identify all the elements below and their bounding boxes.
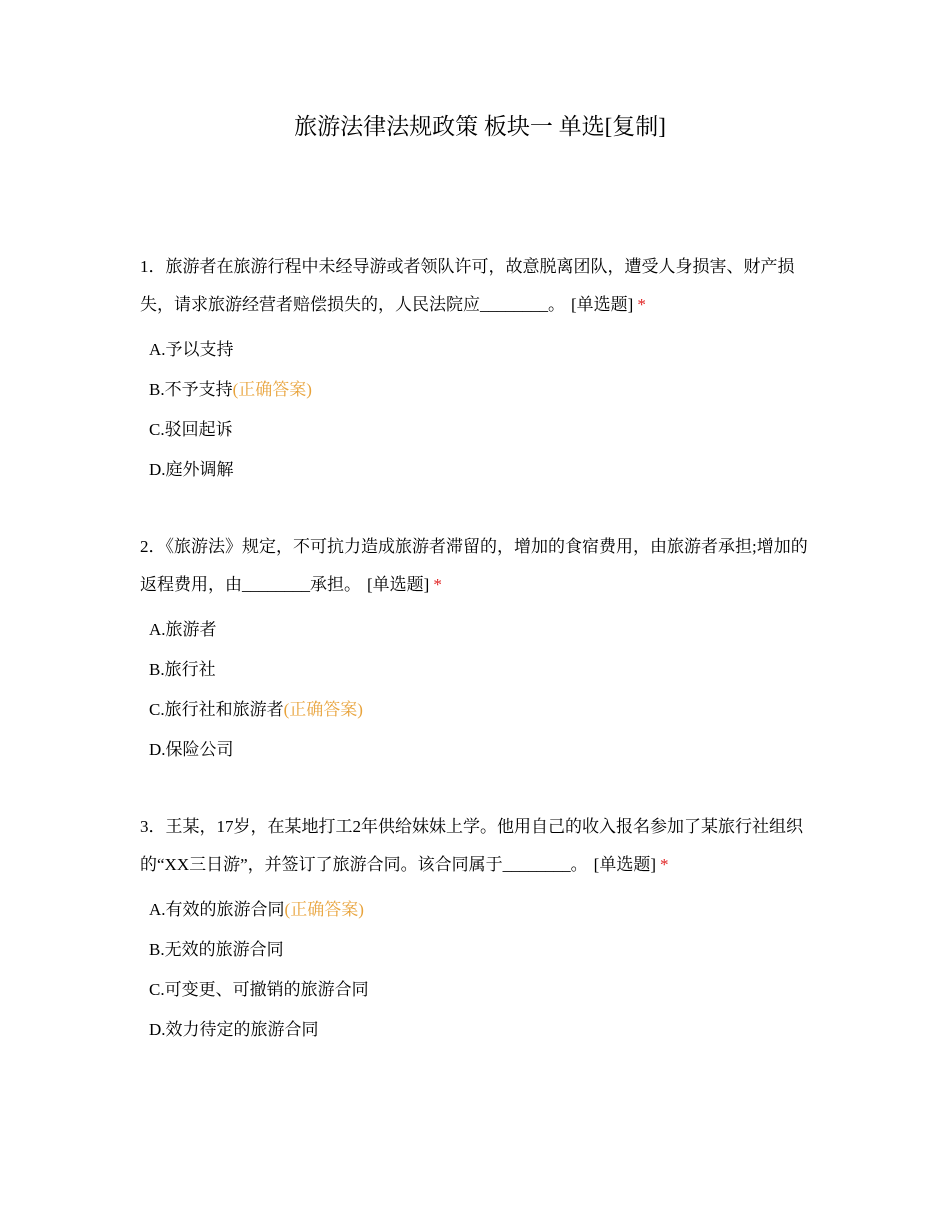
option-d[interactable] xyxy=(140,450,808,490)
option-label: B.旅行社 xyxy=(149,660,216,679)
option-list xyxy=(140,610,808,770)
question-text xyxy=(140,528,808,604)
option-list xyxy=(140,330,808,490)
correct-answer-tag: (正确答案) xyxy=(283,700,363,719)
option-label: D.效力待定的旅游合同 xyxy=(149,1020,319,1039)
option-d[interactable] xyxy=(140,1010,808,1050)
question-stem: 王某，17岁，在某地打工2年供给妹妹上学。他用自己的收入报名参加了某旅行社组织的“XX三日游”，并签订了旅游合同。该合同属于________。 xyxy=(140,817,803,874)
option-d[interactable] xyxy=(140,730,808,770)
option-b[interactable] xyxy=(140,650,808,690)
option-b[interactable] xyxy=(140,370,808,410)
question-type-tag: [单选题] xyxy=(593,855,656,874)
option-label: D.保险公司 xyxy=(149,740,234,759)
option-c[interactable] xyxy=(140,690,808,730)
option-label: D.庭外调解 xyxy=(149,460,234,479)
question-3 xyxy=(140,808,808,1050)
option-a[interactable] xyxy=(140,330,808,370)
option-a[interactable] xyxy=(140,890,808,930)
correct-answer-tag: (正确答案) xyxy=(284,900,364,919)
question-number: 3． xyxy=(140,817,166,836)
correct-answer-tag: (正确答案) xyxy=(232,380,312,399)
option-c[interactable] xyxy=(140,410,808,450)
question-text xyxy=(140,808,808,884)
option-label: B.无效的旅游合同 xyxy=(149,940,284,959)
option-label: B.不予支持 xyxy=(149,380,233,399)
required-mark: * xyxy=(659,855,669,874)
option-label: A.予以支持 xyxy=(149,340,234,359)
option-list xyxy=(140,890,808,1050)
question-type-tag: [单选题] xyxy=(367,575,430,594)
option-b[interactable] xyxy=(140,930,808,970)
option-label: A.旅游者 xyxy=(149,620,217,639)
option-a[interactable] xyxy=(140,610,808,650)
question-number: 2． xyxy=(140,537,166,556)
question-stem: 旅游者在旅游行程中未经导游或者领队许可，故意脱离团队，遭受人身损害、财产损失，请求旅游经营者赔偿损失的，人民法院应________。 xyxy=(140,257,795,314)
question-text xyxy=(140,248,808,324)
page-title: 旅游法律法规政策 板块一 单选[复制] xyxy=(294,114,666,139)
question-number: 1． xyxy=(140,257,166,276)
option-label: A.有效的旅游合同 xyxy=(149,900,285,919)
option-label: C.可变更、可撤销的旅游合同 xyxy=(149,980,369,999)
question-stem: 《旅游法》规定，不可抗力造成旅游者滞留的，增加的食宿费用，由旅游者承担;增加的返程费用，由________承担。 xyxy=(140,537,808,594)
required-mark: * xyxy=(433,575,442,594)
option-c[interactable] xyxy=(140,970,808,1010)
question-type-tag: [单选题] xyxy=(571,295,634,314)
required-mark: * xyxy=(637,295,646,314)
option-label: C.驳回起诉 xyxy=(149,420,233,439)
option-label: C.旅行社和旅游者 xyxy=(149,700,284,719)
question-2 xyxy=(140,528,808,770)
question-1 xyxy=(140,248,808,490)
